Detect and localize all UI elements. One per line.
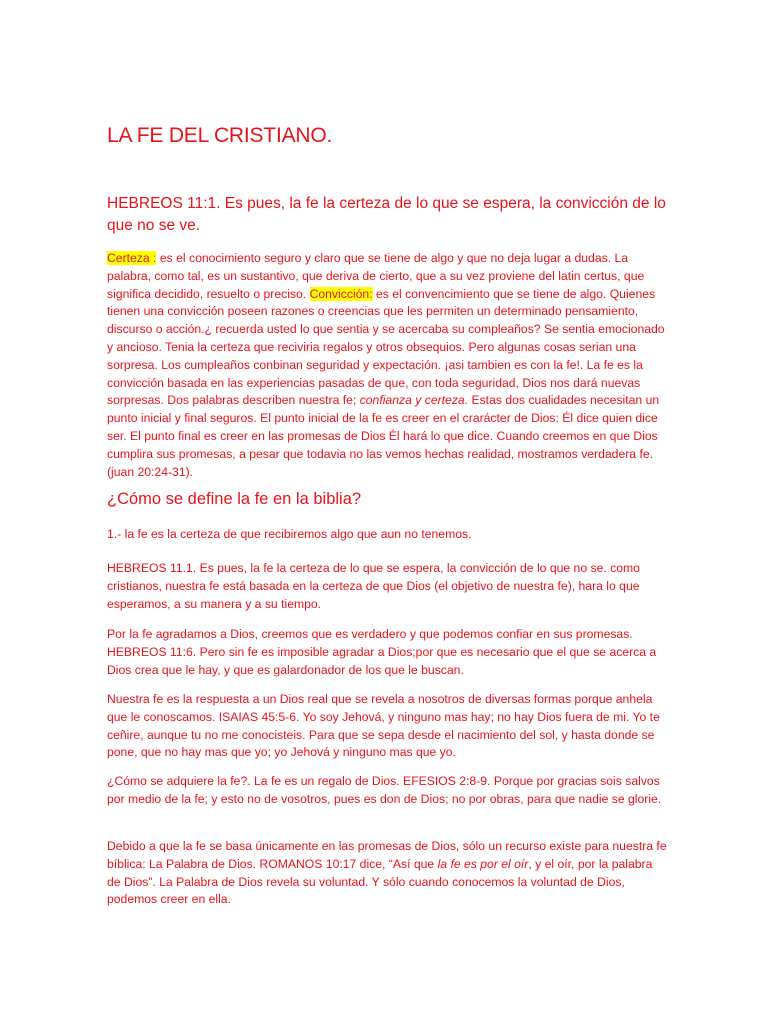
paragraph-text: Estas dos cualidades necesitan un punto inicial y final seguros. El punto inicial de la fe es creer en el crarácter de Dios: Él dice quien dice ser. El punto final es creer en las promesas de Dios Él hará lo que dice. Cuando creemos en que Dios cumplira sus promesas, a pesar que todavia no las vemos hechas realidad, mostramos verdadera fe. (juan 20:24-31). <box>107 393 660 479</box>
paragraph-text: es el conocimiento seguro y claro que se tiene de algo y que no deja lugar a dudas. La palabra, como tal, es un sustantivo, que deriva de cierto, que a su vez proviene del latin certus, que significa decidido, resuelto o preciso. <box>107 251 645 301</box>
italic-text: confianza y certeza. <box>359 393 469 408</box>
document-title: LA FE DEL CRISTIANO. <box>107 124 333 147</box>
paragraph-agradamos: Por la fe agradamos a Dios, creemos que es verdadero y que podemos confiar en sus promesas. HEBREOS 11:6. Pero sin fe es imposible agradar a Dios;por que es necesario que el que se acerca a Dios crea que le hay, y que es galardonador de los que le buscan. <box>107 627 657 677</box>
italic-text: la fe es por el oír <box>437 856 529 871</box>
paragraph-definition: 1.- la fe es la certeza de que recibiremos algo que aun no tenemos. <box>107 527 472 541</box>
paragraph-efesios: ¿Cómo se adquiere la fe?. La fe es un regalo de Dios. EFESIOS 2:8-9. Porque por gracias sois salvos por medio de la fe; y esto no de vosotros, pues es don de Dios; no por obras, para que nadie se glorie. <box>107 774 662 806</box>
paragraph-text: Debido a que la fe se basa únicamente en las promesas de Dios, sólo un recurso existe para nuestra fe bíblica: La Palabra de Dios. ROMANOS 10:17 dice, “Así que <box>107 839 667 871</box>
highlight-certeza: Certeza : <box>107 251 157 265</box>
highlight-conviccion: Convicción: <box>309 286 373 301</box>
paragraph-romanos <box>107 838 667 909</box>
paragraph-certeza <box>107 250 667 481</box>
paragraph-hebreos-quote: HEBREOS 11.1. Es pues, la fe la certeza de lo que se espera, la convicción de lo que no se. como cristianos, nuestra fe está basada en la certeza de que Dios (el objetivo de nuestra fe), hara lo que esperamos, a su manera y a su tiempo. <box>107 561 640 611</box>
section-heading: ¿Cómo se define la fe en la biblia? <box>107 490 362 508</box>
paragraph-text: , y el oír, por la palabra de Dios”. La Palabra de Dios revela su voluntad. Y sólo cuando conocemos la voluntad de Dios, podemos creer en ella. <box>107 856 653 907</box>
hebreos-heading: HEBREOS 11:1. Es pues, la fe la certeza de lo que se espera, la convicción de lo que no se ve. <box>107 195 666 234</box>
paragraph-text: es el convencimiento que se tiene de algo. Quienes tienen una convicción poseen razones o creencias que les permiten un determinado pensamiento, discurso o acción.¿ recuerda usted lo que sentia y se acercaba su compleaños? Se sentia emocionado y ancioso. Tenia la certeza que reciviria regalos y otros obsequios. Pero algunas cosas serian una sorpresa. Los cumpleaños conbinan seguridad y expectación. ¡asi tambien es con la fe!. La fe es la convicción basada en las experiencias pasadas de que, con toda seguridad, Dios nos dará nuevas sorpresas. Dos palabras describen nuestra fe; <box>107 286 665 408</box>
paragraph-isaias: Nuestra fe es la respuesta a un Dios real que se revela a nosotros de diversas formas porque anhela que le conoscamos. ISAIAS 45:5-6. Yo soy Jehová, y ninguno mas hay; no hay Dios fuera de mi. Yo te ceñire, aunque tu no me conocisteis. Para que se sepa desde el nacimiento del sol, y hasta donde se pone, que no hay mas que yo; yo Jehová y ninguno mas que yo. <box>107 692 660 760</box>
